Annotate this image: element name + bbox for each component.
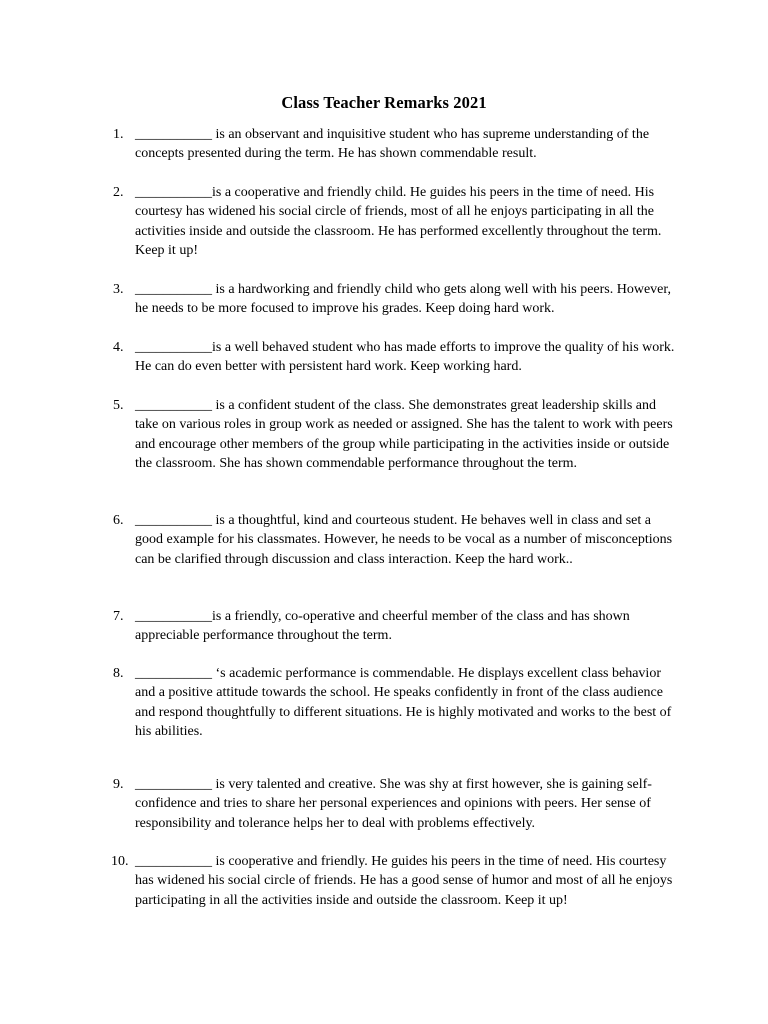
remark-text: ___________ is an observant and inquisitive student who has supreme understanding of the concepts presented during the term. He has shown commendable result. [135,127,650,162]
remark-number: 10. [111,854,129,869]
remark-number: 8. [113,666,124,681]
remark-number: 9. [113,777,124,792]
document-title: Class Teacher Remarks 2021 [281,93,487,112]
remark-number: 5. [113,398,124,413]
remark-text: ___________is a cooperative and friendly child. He guides his peers in the time of need. His courtesy has widened his social circle of friends, most of all he enjoys participating in all the activities inside and outside the classroom. He has performed excellently throughout the term. Keep it up! [135,185,662,258]
remark-item-4 [113,338,683,377]
remark-number: 7. [113,609,124,624]
remark-item-6 [113,511,683,569]
remark-number: 1. [113,127,124,142]
remark-item-7 [113,607,683,646]
remark-text: ___________ ‘s academic performance is commendable. He displays excellent class behavior and a positive attitude towards the school. He speaks confidently in front of the class audience and respond thoughtfully to different situations. He is highly motivated and works to the best of his abilities. [135,666,672,739]
remark-text: ___________ is very talented and creative. She was shy at first however, she is gaining self-confidence and tries to share her personal experiences and opinions with peers. Her sense of responsibility and tolerance helps her to deal with problems effectively. [135,777,652,831]
remark-text: ___________ is a thoughtful, kind and courteous student. He behaves well in class and set a good example for his classmates. However, he needs to be vocal as a number of misconceptions can be clarified through discussion and class interaction. Keep the hard work.. [135,513,673,567]
remark-number: 6. [113,513,124,528]
remark-item-1 [113,125,683,164]
remark-item-9 [113,775,683,833]
remark-number: 4. [113,340,124,355]
remark-text: ___________is a friendly, co-operative and cheerful member of the class and has shown appreciable performance throughout the term. [135,609,630,644]
remark-item-2 [113,183,683,260]
remark-item-8 [113,664,683,741]
remark-text: ___________is a well behaved student who has made efforts to improve the quality of his work. He can do even better with persistent hard work. Keep working hard. [135,340,675,375]
remark-text: ___________ is cooperative and friendly. He guides his peers in the time of need. His courtesy has widened his social circle of friends. He has a good sense of humor and most of all he enjoys participating in all the activities inside and outside the classroom. Keep it up! [135,854,673,908]
remark-number: 3. [113,282,124,297]
remark-text: ___________ is a confident student of the class. She demonstrates great leadership skills and take on various roles in group work as needed or assigned. She has the talent to work with peers and encourage other members of the group while participating in the activities inside or outside the classroom. She has shown commendable performance throughout the term. [135,398,673,471]
remark-text: ___________ is a hardworking and friendly child who gets along well with his peers. However, he needs to be more focused to improve his grades. Keep doing hard work. [135,282,671,317]
remark-item-3 [113,280,683,319]
remark-item-5 [113,396,683,473]
remark-item-10 [111,852,681,910]
remark-number: 2. [113,185,124,200]
